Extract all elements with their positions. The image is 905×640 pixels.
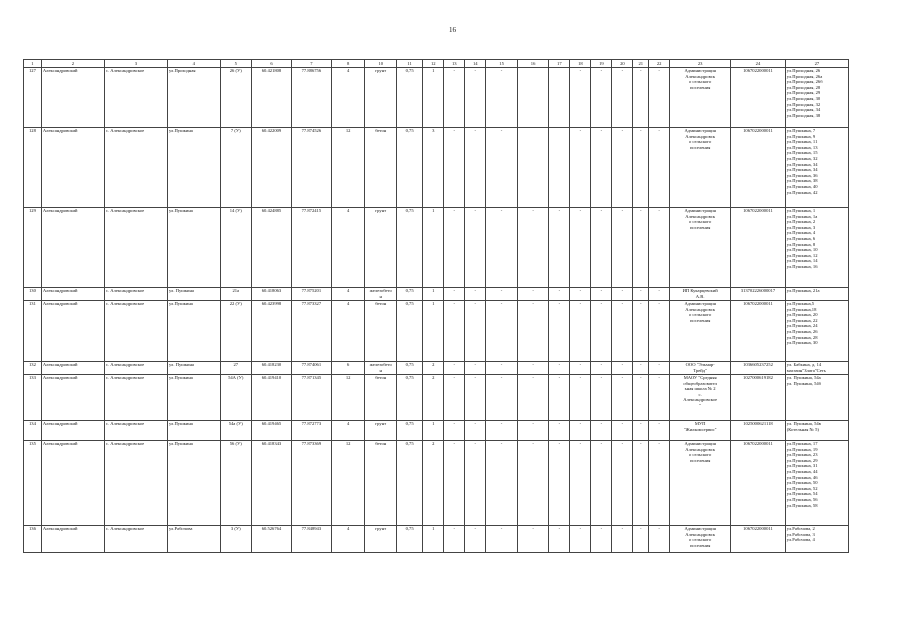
cell-owner: Администрация Александровск о сельского поселения — [670, 208, 731, 288]
cell-district: Александровский — [41, 128, 104, 208]
cell-lat: 60.419465 — [252, 421, 292, 441]
cell-c15: - — [486, 375, 518, 421]
cell-c14: - — [465, 362, 486, 375]
cell-c17: - — [549, 301, 570, 362]
cell-street: ул. Пушкина — [167, 362, 220, 375]
cell-street: ул.Пушкина — [167, 208, 220, 288]
cell-addresses: ул.Пушкина, 1 ул.Пушкина, 1а ул.Пушкина, 2 ул.Пушкина, 3 ул.Пушкина, 4 ул.Пушкина, 6 ул.Пушкина, 8 ул.Пушкина, 10 ул.Пушкина, 12 ул.Пушкина, 14 ул.Пушкина, 16 — [785, 208, 848, 288]
cell-c13: - — [444, 441, 465, 526]
table-row — [24, 288, 849, 301]
cell-c13: - — [444, 375, 465, 421]
cell-c21: - — [633, 301, 649, 362]
table-row — [24, 526, 849, 553]
cell-c22: - — [649, 208, 670, 288]
cell-area: 12 — [331, 375, 365, 421]
column-header-18: 18 — [570, 60, 591, 68]
cell-c19: - — [591, 421, 612, 441]
cell-c17 — [549, 68, 570, 128]
column-header-2: 2 — [41, 60, 104, 68]
cell-c13: - — [444, 288, 465, 301]
cell-c19: - — [591, 362, 612, 375]
cell-lon: 77.874526 — [291, 128, 331, 208]
cell-district: Александровский — [41, 208, 104, 288]
cell-cnt: 2 — [423, 362, 444, 375]
cell-street: ул.Пушкина — [167, 421, 220, 441]
cell-c21: - — [633, 128, 649, 208]
cell-area: 12 — [331, 128, 365, 208]
table-row — [24, 362, 849, 375]
cell-ogrn: 1067022000011 — [731, 526, 786, 553]
cell-street: ул. Пушкина — [167, 288, 220, 301]
cell-c20: - — [612, 208, 633, 288]
cell-lon: 77.872773 — [291, 421, 331, 441]
cell-c19: - — [591, 128, 612, 208]
cell-owner: Администрация Александровск о сельского поселения — [670, 128, 731, 208]
cell-num: 22 (У) — [220, 301, 252, 362]
cell-c14: - — [465, 421, 486, 441]
cell-street: ул.Пушкина — [167, 375, 220, 421]
cell-c20: - — [612, 421, 633, 441]
cell-c13: - — [444, 421, 465, 441]
cell-c20: - — [612, 362, 633, 375]
cell-district: Александровский — [41, 441, 104, 526]
cell-ogrn: 1067022000011 — [731, 208, 786, 288]
cell-c18: - — [570, 301, 591, 362]
cell-c19: - — [591, 301, 612, 362]
cell-c22: - — [649, 362, 670, 375]
cell-cnt: 1 — [423, 68, 444, 128]
cell-c17: - — [549, 375, 570, 421]
cell-addresses: ул.Пушкина, 21а — [785, 288, 848, 301]
cell-no: 133 — [24, 375, 42, 421]
cell-c15: - — [486, 526, 518, 553]
cell-addresses: ул.Проходная, 26 ул.Проходная, 26а ул.Проходная, 26б ул.Проходная, 28 ул.Проходная, 29 ул.Проходная, 30 ул.Проходная, 32 ул.Проходная, 34 ул.Проходная, 38 — [785, 68, 848, 128]
cell-c15: - — [486, 208, 518, 288]
cell-c20: - — [612, 288, 633, 301]
table-row — [24, 375, 849, 421]
cell-lat: 60.419410 — [252, 375, 292, 421]
cell-c20: - — [612, 128, 633, 208]
cell-c17: - — [549, 362, 570, 375]
cell-cnt: 2 — [423, 375, 444, 421]
register-table — [23, 59, 849, 553]
cell-c17: - — [549, 208, 570, 288]
cell-vol: 0,75 — [397, 288, 423, 301]
cell-num: 54а (У) — [220, 421, 252, 441]
cell-lat: 60.421808 — [252, 68, 292, 128]
cell-c18: - — [570, 128, 591, 208]
cell-addresses: ул. Пушкина, 54а ул. Пушкина, 54б — [785, 375, 848, 421]
cell-c16: - — [517, 421, 549, 441]
cell-owner: МУП "Жилкомсервис" — [670, 421, 731, 441]
cell-street: ул.Пушкина — [167, 301, 220, 362]
cell-settlement: с. Александровское — [104, 301, 167, 362]
cell-c22: - — [649, 128, 670, 208]
cell-area: 4 — [331, 68, 365, 128]
cell-c16: - — [517, 526, 549, 553]
cell-no: 134 — [24, 421, 42, 441]
cell-c18: - — [570, 288, 591, 301]
cell-district: Александровский — [41, 362, 104, 375]
cell-c16: - — [517, 362, 549, 375]
cell-surface: железобето н — [365, 362, 397, 375]
cell-c15: - — [486, 362, 518, 375]
column-header-3: 3 — [104, 60, 167, 68]
cell-surface: бетон — [365, 128, 397, 208]
cell-c19: - — [591, 441, 612, 526]
column-header-27: 27 — [785, 60, 848, 68]
cell-surface: грунт — [365, 208, 397, 288]
cell-c14: - — [465, 441, 486, 526]
cell-c14: - — [465, 375, 486, 421]
cell-c18: - — [570, 208, 591, 288]
cell-cnt: 1 — [423, 288, 444, 301]
cell-c19: - — [591, 208, 612, 288]
cell-c15: - — [486, 68, 518, 128]
cell-lon: 77.875201 — [291, 288, 331, 301]
cell-c15: - — [486, 301, 518, 362]
cell-c18: - — [570, 421, 591, 441]
cell-c18: - — [570, 441, 591, 526]
cell-c15: - — [486, 288, 518, 301]
cell-vol: 0,75 — [397, 208, 423, 288]
cell-c22: - — [649, 301, 670, 362]
cell-owner: Администрация Александровск о сельского поселения — [670, 68, 731, 128]
column-header-15: 15 — [486, 60, 518, 68]
page-number: 16 — [449, 26, 456, 34]
table-row — [24, 421, 849, 441]
cell-c19: - — [591, 68, 612, 128]
cell-c14: - — [465, 288, 486, 301]
cell-c18: - — [570, 526, 591, 553]
cell-vol: 0,75 — [397, 526, 423, 553]
cell-lat: 60.526764 — [252, 526, 292, 553]
cell-area: 4 — [331, 288, 365, 301]
cell-vol: 0,75 — [397, 421, 423, 441]
cell-c18: - — [570, 362, 591, 375]
cell-district: Александровский — [41, 375, 104, 421]
cell-c21: - — [633, 68, 649, 128]
cell-district: Александровский — [41, 526, 104, 553]
cell-c16: - — [517, 208, 549, 288]
cell-c22: - — [649, 526, 670, 553]
cell-c22: - — [649, 288, 670, 301]
column-header-21: 21 — [633, 60, 649, 68]
cell-no: 135 — [24, 441, 42, 526]
cell-lat: 60.423998 — [252, 301, 292, 362]
cell-settlement: с. Александровское — [104, 288, 167, 301]
cell-c17: - — [549, 421, 570, 441]
cell-ogrn: 1025000621118 — [731, 421, 786, 441]
cell-c14: - — [465, 526, 486, 553]
cell-vol: 0,75 — [397, 441, 423, 526]
cell-c21: - — [633, 288, 649, 301]
cell-lon: 77.873327 — [291, 301, 331, 362]
cell-c14: - — [465, 208, 486, 288]
cell-c16: - — [517, 301, 549, 362]
cell-cnt: 1 — [423, 526, 444, 553]
cell-no: 131 — [24, 301, 42, 362]
cell-vol: 0,75 — [397, 68, 423, 128]
cell-street: ул.Проходная — [167, 68, 220, 128]
cell-lon: 77.848943 — [291, 526, 331, 553]
cell-addresses: ул. Бабкина, д. 14 магазин"Злата"Сеть — [785, 362, 848, 375]
cell-cnt: 1 — [423, 208, 444, 288]
cell-owner: ООО "Эльмар- Трейд" — [670, 362, 731, 375]
cell-settlement: с. Александровское — [104, 526, 167, 553]
cell-c20: - — [612, 68, 633, 128]
column-header-14: 14 — [465, 60, 486, 68]
cell-c13: - — [444, 68, 465, 128]
cell-cnt: 1 — [423, 421, 444, 441]
cell-vol: 0,75 — [397, 362, 423, 375]
cell-c17: - — [549, 441, 570, 526]
cell-c16: - — [517, 375, 549, 421]
cell-lon: 77.886756 — [291, 68, 331, 128]
cell-lon: 77.872415 — [291, 208, 331, 288]
cell-settlement: с. Александровское — [104, 441, 167, 526]
cell-c16: - — [517, 441, 549, 526]
cell-owner: МАОУ "Средняя общеобразовател ьная школа № 2 с. Александровское " — [670, 375, 731, 421]
cell-cnt: 3 — [423, 128, 444, 208]
cell-lat: 60.422009 — [252, 128, 292, 208]
cell-no: 132 — [24, 362, 42, 375]
column-header-13: 13 — [444, 60, 465, 68]
cell-c21: - — [633, 375, 649, 421]
table-row — [24, 208, 849, 288]
cell-c19: - — [591, 288, 612, 301]
cell-c21: - — [633, 526, 649, 553]
cell-district: Александровский — [41, 421, 104, 441]
cell-c20: - — [612, 441, 633, 526]
cell-no: 130 — [24, 288, 42, 301]
cell-lat: 60.424885 — [252, 208, 292, 288]
cell-surface: бетон — [365, 375, 397, 421]
cell-addresses: ул. Пушкина, 54в (Котельная № 5) — [785, 421, 848, 441]
column-header-6: 6 — [252, 60, 292, 68]
cell-no: 129 — [24, 208, 42, 288]
cell-area: 6 — [331, 362, 365, 375]
cell-c19: - — [591, 375, 612, 421]
cell-c18: - — [570, 375, 591, 421]
cell-c22: - — [649, 421, 670, 441]
column-header-8: 8 — [331, 60, 365, 68]
cell-vol: 0,75 — [397, 375, 423, 421]
table-row — [24, 128, 849, 208]
cell-lon: 77.871345 — [291, 375, 331, 421]
cell-num: 3 (У) — [220, 526, 252, 553]
cell-addresses: ул.Пушкина,5 ул.Пушкина,18 ул.Пушкина, 20 ул.Пушкина, 22 ул.Пушкина, 24 ул.Пушкина, 26 ул.Пушкина, 28 ул.Пушкина, 30 — [785, 301, 848, 362]
cell-c20: - — [612, 375, 633, 421]
cell-c21: - — [633, 441, 649, 526]
cell-c16: - — [517, 288, 549, 301]
cell-settlement: с. Александровское — [104, 128, 167, 208]
column-header-17: 17 — [549, 60, 570, 68]
cell-surface: грунт — [365, 526, 397, 553]
cell-c20: - — [612, 301, 633, 362]
column-header-24: 24 — [731, 60, 786, 68]
cell-ogrn: 313702226000017 — [731, 288, 786, 301]
cell-c22: - — [649, 68, 670, 128]
cell-c16 — [517, 128, 549, 208]
column-header-7: 7 — [291, 60, 331, 68]
cell-vol: 0,75 — [397, 128, 423, 208]
cell-area: 4 — [331, 526, 365, 553]
cell-addresses: ул.Рабочова, 2 ул.Рабочова, 3 ул.Рабочова, 4 — [785, 526, 848, 553]
cell-c15: - — [486, 441, 518, 526]
cell-owner: Администрация Александровск о сельского поселения — [670, 301, 731, 362]
column-header-22: 22 — [649, 60, 670, 68]
cell-c13: - — [444, 208, 465, 288]
cell-surface: железобето н — [365, 288, 397, 301]
cell-ogrn: 1036605237252 — [731, 362, 786, 375]
cell-street: ул.Пушкина — [167, 128, 220, 208]
cell-c22: - — [649, 375, 670, 421]
cell-ogrn: 1067022000011 — [731, 128, 786, 208]
cell-c20: - — [612, 526, 633, 553]
cell-street: ул.Пушкина — [167, 441, 220, 526]
cell-surface: грунт — [365, 421, 397, 441]
cell-owner: ИП Кукарцевский А.В. — [670, 288, 731, 301]
cell-c15: - — [486, 421, 518, 441]
cell-surface: бетон — [365, 441, 397, 526]
cell-c13: - — [444, 362, 465, 375]
cell-area: 4 — [331, 421, 365, 441]
cell-settlement: с. Александровское — [104, 208, 167, 288]
cell-ogrn: 1027000619182 — [731, 375, 786, 421]
cell-c14: - — [465, 128, 486, 208]
cell-cnt: 1 — [423, 301, 444, 362]
cell-street: ул.Рабочова — [167, 526, 220, 553]
cell-c13: - — [444, 128, 465, 208]
cell-lat: 60.418063 — [252, 288, 292, 301]
column-header-1: 1 — [24, 60, 42, 68]
column-header-23: 23 — [670, 60, 731, 68]
cell-settlement: с. Александровское — [104, 375, 167, 421]
column-header-5: 5 — [220, 60, 252, 68]
cell-num: 27 — [220, 362, 252, 375]
cell-area: 4 — [331, 301, 365, 362]
cell-num: 7 (У) — [220, 128, 252, 208]
cell-num: 26 (У) — [220, 68, 252, 128]
cell-num: 56 (У) — [220, 441, 252, 526]
cell-c13: - — [444, 526, 465, 553]
cell-ogrn: 1067022000011 — [731, 301, 786, 362]
cell-c18: - — [570, 68, 591, 128]
cell-c19: - — [591, 526, 612, 553]
cell-addresses: ул.Пушкина, 17 ул.Пушкина, 19 ул.Пушкина, 23 ул.Пушкина, 29 ул.Пушкина, 31 ул.Пушкина, 44 ул.Пушкина, 46 ул.Пушкина, 50 ул.Пушкина, 52 ул.Пушкина, 54 ул.Пушкина, 56 ул.Пушкина, 58 — [785, 441, 848, 526]
cell-ogrn: 1067022000011 — [731, 441, 786, 526]
cell-c14: - — [465, 68, 486, 128]
column-header-20: 20 — [612, 60, 633, 68]
cell-vol: 0,75 — [397, 301, 423, 362]
cell-surface: бетон — [365, 301, 397, 362]
cell-num: 21а — [220, 288, 252, 301]
cell-no: 127 — [24, 68, 42, 128]
cell-no: 136 — [24, 526, 42, 553]
cell-district: Александровский — [41, 288, 104, 301]
column-header-19: 19 — [591, 60, 612, 68]
cell-cnt: 2 — [423, 441, 444, 526]
table-row — [24, 441, 849, 526]
cell-lat: 60.418230 — [252, 362, 292, 375]
column-header-12: 12 — [423, 60, 444, 68]
cell-area: 4 — [331, 208, 365, 288]
cell-lon: 77.873369 — [291, 441, 331, 526]
cell-num: 54А (У) — [220, 375, 252, 421]
cell-c21: - — [633, 421, 649, 441]
cell-settlement: с. Александровское — [104, 421, 167, 441]
cell-c17: - — [549, 288, 570, 301]
cell-c17: - — [549, 526, 570, 553]
cell-num: 14 (У) — [220, 208, 252, 288]
cell-owner: Администрация Александровск о сельского поселения — [670, 441, 731, 526]
header-row — [24, 60, 849, 68]
cell-c16 — [517, 68, 549, 128]
cell-ogrn: 1067022000011 — [731, 68, 786, 128]
cell-c17 — [549, 128, 570, 208]
cell-area: 12 — [331, 441, 365, 526]
column-header-4: 4 — [167, 60, 220, 68]
cell-c21: - — [633, 208, 649, 288]
cell-c13: - — [444, 301, 465, 362]
table-row — [24, 301, 849, 362]
cell-c14: - — [465, 301, 486, 362]
column-header-11: 11 — [397, 60, 423, 68]
cell-owner: Администрация Александровск о сельского поселения — [670, 526, 731, 553]
column-header-10: 10 — [365, 60, 397, 68]
column-header-16: 16 — [517, 60, 549, 68]
cell-surface: грунт — [365, 68, 397, 128]
cell-c15: - — [486, 128, 518, 208]
cell-district: Александровский — [41, 68, 104, 128]
cell-lat: 60.418343 — [252, 441, 292, 526]
cell-c22: - — [649, 441, 670, 526]
table-row — [24, 68, 849, 128]
cell-district: Александровский — [41, 301, 104, 362]
cell-no: 128 — [24, 128, 42, 208]
cell-settlement: с. Александровское — [104, 362, 167, 375]
cell-c21: - — [633, 362, 649, 375]
cell-lon: 77.874061 — [291, 362, 331, 375]
cell-addresses: ул.Пушкина, 7 ул.Пушкина, 9 ул.Пушкина, 11 ул.Пушкина, 13 ул.Пушкина, 15 ул.Пушкина, 32 ул.Пушкина, 34 ул.Пушкина, 34 ул.Пушкина, 36 ул.Пушкина, 38 ул.Пушкина, 40 ул.Пушкина, 42 — [785, 128, 848, 208]
cell-settlement: с. Александровское — [104, 68, 167, 128]
